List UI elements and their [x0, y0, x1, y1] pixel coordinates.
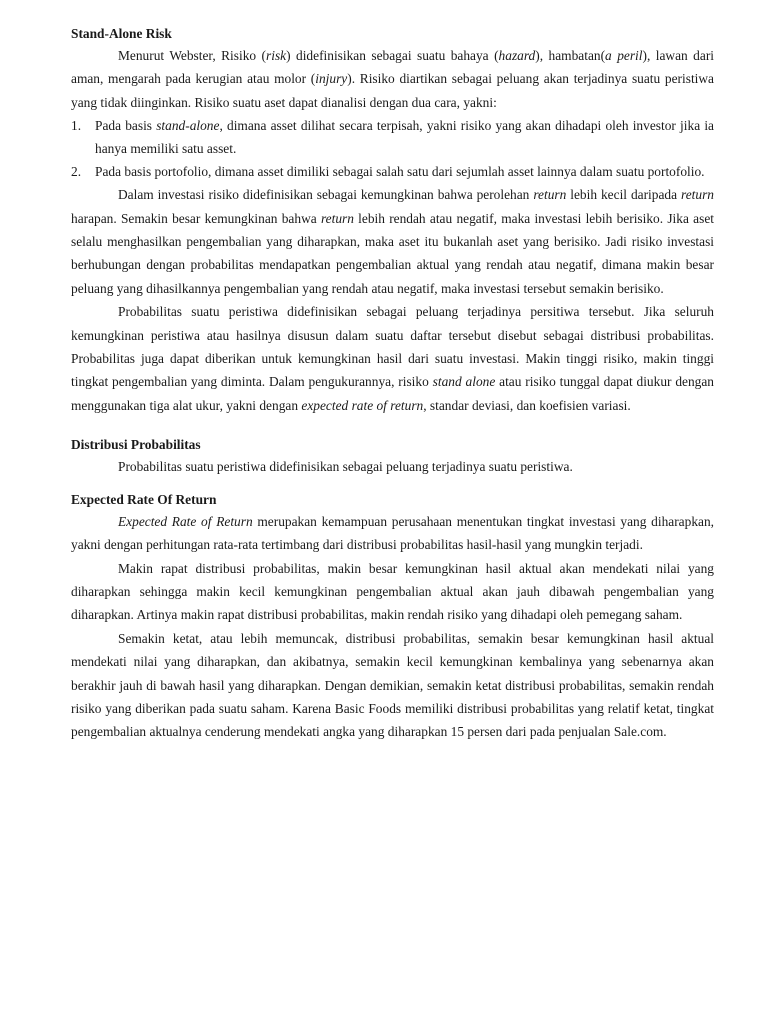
paragraph-risk-definition: Menurut Webster, Risiko (risk) didefinisikan sebagai suatu bahaya (hazard), hambatan(a peril), lawan dari aman, mengarah pada kerugian atau molor (injury). Risiko diartikan sebagai peluang akan terjadinya suatu peristiwa yang tidak diinginkan. Risiko suatu aset dapat dianalisi dengan dua cara, yakni:	[71, 48, 715, 110]
section-heading-stand-alone-risk: Stand-Alone Risk	[71, 26, 172, 41]
list-item: 1. Pada basis stand-alone, dimana asset dilihat secara terpisah, yakni risiko yang akan dihadapi oleh investor jika ia hanya memiliki satu asset.	[71, 118, 714, 157]
section-heading-distribusi-probabilitas: Distribusi Probabilitas	[71, 437, 201, 453]
paragraph-peaked-distribution: Semakin ketat, atau lebih memuncak, distribusi probabilitas, semakin besar kemungkinan hasil aktual mendekati nilai yang diharapkan, dan akibatnya, semakin kecil kemungkinan kembalinya yang sebenarnya akan berakhir jauh di bawah hasil yang diharapkan. Dengan demikian, semakin ketat distribusi probabilitas, semakin rendah risiko yang diberikan pada suatu saham. Karena Basic Foods memiliki distribusi probabilitas yang relatif ketat, tingkat pengembalian aktualnya cenderung mendekati angka yang diharapkan 15 persen dari pada penjualan Sale.com.	[71, 630, 714, 740]
document-page	[71, 24, 714, 744]
section-distribusi-probabilitas	[71, 435, 714, 478]
paragraph-expected-return-definition: Expected Rate of Return merupakan kemampuan perusahaan menentukan tingkat investasi yang diharapkan, yakni dengan perhitungan rata-rata tertimbang dari distribusi probabilitas hasil-hasil yang mungkin terjadi.	[71, 513, 714, 553]
section-expected-rate-of-return	[71, 490, 714, 744]
section-heading-expected-rate-of-return: Expected Rate Of Return	[71, 491, 217, 507]
paragraph-investment-risk: Dalam investasi risiko didefinisikan sebagai kemungkinan bahwa perolehan return lebih kecil daripada return harapan. Semakin besar kemungkinan bahwa return lebih rendah atau negatif, maka investasi lebih berisiko. Jika aset selalu menghasilkan pengembalian yang diharapkan, maka aset itu bukanlah aset yang berisiko. Jadi risiko investasi berhubungan dengan probabilitas mendapatkan pengembalian aktual yang rendah atau negatif, dimana makin besar peluang yang dihasilkannya pengembalian yang rendah atau negatif, maka investasi tersebut semakin berisiko.	[71, 187, 714, 296]
paragraph-probability-definition: Probabilitas suatu peristiwa didefinisikan sebagai peluang terjadinya persitiwa tersebut. Jika seluruh kemungkinan peristiwa atau hasilnya disusun dalam suatu daftar tersebut disebut sebagai distribusi probabilitas. Probabilitas juga dapat diberikan untuk kemungkinan hasil dari suatu investasi. Makin tinggi risiko, makin tinggi tingkat pengembalian yang diminta. Dalam pengukurannya, risiko stand alone atau risiko tunggal dapat diukur dengan menggunakan tiga alat ukur, yakni dengan expected rate of return, standar deviasi, dan koefisien variasi.	[71, 304, 714, 413]
paragraph-distribution-definition: Probabilitas suatu peristiwa didefinisikan sebagai peluang terjadinya suatu peristiwa.	[118, 459, 573, 475]
analysis-method-list	[71, 114, 714, 183]
section-stand-alone-risk	[71, 24, 714, 417]
paragraph-tight-distribution: Makin rapat distribusi probabilitas, makin besar kemungkinan hasil aktual akan mendekati nilai yang diharapkan sehingga makin kecil kemungkinan pengembalian aktual akan jauh dibawah pengembalian yang diharapkan. Artinya makin rapat distribusi probabilitas, makin rendah risiko yang dihadapi oleh pemegang saham.	[71, 560, 714, 623]
list-item: 2. Pada basis portofolio, dimana asset dimiliki sebagai salah satu dari sejumlah asset lainnya dalam suatu portofolio.	[71, 164, 705, 180]
